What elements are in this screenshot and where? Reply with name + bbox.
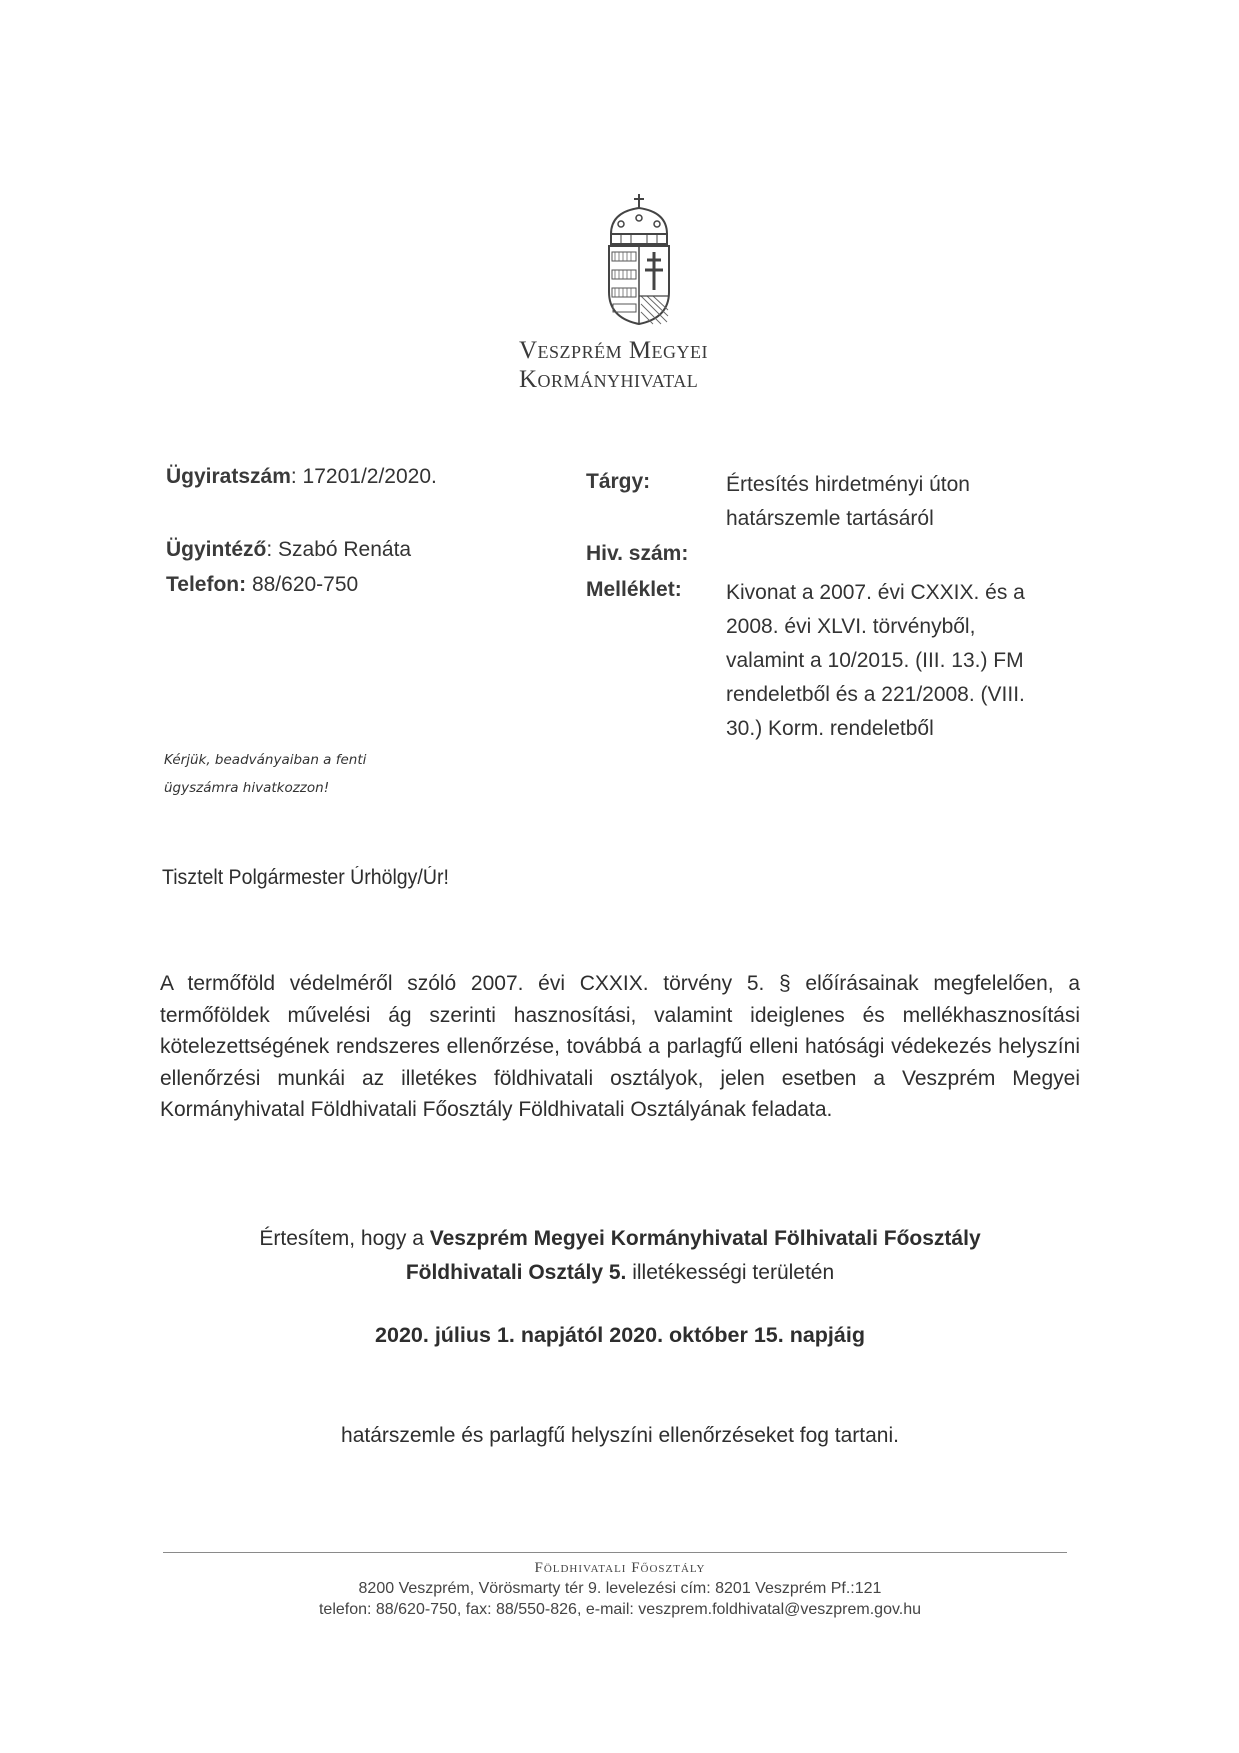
subject-value-line2: határszemle tartásáról bbox=[726, 507, 934, 530]
salutation: Tisztelt Polgármester Úrhölgy/Úr! bbox=[162, 866, 449, 889]
file-number-label: Ügyiratszám bbox=[166, 465, 291, 488]
closing-sentence: határszemle és parlagfű helyszíni ellenőrzéseket fog tartani. bbox=[341, 1424, 899, 1447]
ref-number-label: Hiv. szám: bbox=[586, 542, 689, 565]
phone-value: 88/620-750 bbox=[246, 573, 359, 596]
attachment-label: Melléklet: bbox=[586, 578, 682, 601]
hungarian-coat-of-arms-icon bbox=[601, 192, 677, 326]
file-number-value: : 17201/2/2020. bbox=[290, 465, 437, 488]
phone bbox=[166, 573, 358, 597]
footer-department: Földhivatali Főosztály bbox=[534, 1560, 706, 1576]
notice-suffix: illetékességi területén bbox=[626, 1261, 835, 1284]
reference-note-line1: Kérjük, beadványaiban a fenti bbox=[164, 752, 367, 768]
notice-prefix: Értesítem, hogy a bbox=[259, 1227, 430, 1250]
organization-name-line2: Kormányhivatal bbox=[519, 366, 699, 393]
subject-value bbox=[726, 468, 1106, 536]
attachment-line: valamint a 10/2015. (III. 13.) FM bbox=[726, 649, 1024, 672]
body-paragraph: A termőföld védelméről szóló 2007. évi CXXIX. törvény 5. § előírásainak megfelelően, a termőföldek művelési ág szerinti hasznosítási, valamint ideiglenes és mellékhasznosítási kötelezettségének rendszeres ellenőrzése, továbbá a parlagfű elleni hatósági védekezés helyszíni ellenőrzési munkái az illetékes földhivatali osztályok, jelen esetben a Veszprém Megyei Kormányhivatal Földhivatali Főosztály Földhivatali Osztályának feladata. bbox=[160, 972, 1080, 1121]
attachment-line: 2008. évi XLVI. törvényből, bbox=[726, 615, 976, 638]
inspection-period: 2020. július 1. napjától 2020. október 15. napjáig bbox=[375, 1323, 865, 1347]
reference-note bbox=[164, 746, 366, 802]
subject-label: Tárgy: bbox=[586, 470, 651, 493]
officer-value: : Szabó Renáta bbox=[266, 538, 412, 561]
subject-value-line1: Értesítés hirdetményi úton bbox=[726, 473, 970, 496]
officer-label: Ügyintéző bbox=[166, 538, 267, 561]
attachment-line: rendeletből és a 221/2008. (VIII. bbox=[726, 683, 1025, 706]
reference-note-line2: ügyszámra hivatkozzon! bbox=[164, 780, 330, 796]
file-number bbox=[166, 465, 437, 489]
notice bbox=[160, 1222, 1080, 1290]
notice-department: Földhivatali Osztály 5. bbox=[405, 1261, 627, 1284]
organization-name bbox=[519, 336, 819, 394]
attachment-value bbox=[726, 576, 1106, 746]
notice-office: Veszprém Megyei Kormányhivatal Fölhivatali Főosztály bbox=[429, 1227, 981, 1250]
attachment-line: Kivonat a 2007. évi CXXIX. és a bbox=[726, 581, 1025, 604]
footer-address: 8200 Veszprém, Vörösmarty tér 9. levelezési cím: 8201 Veszprém Pf.:121 bbox=[358, 1580, 882, 1597]
phone-label: Telefon: bbox=[166, 573, 247, 596]
organization-name-line1: Veszprém Megyei bbox=[519, 337, 709, 364]
footer-divider bbox=[163, 1552, 1067, 1553]
footer-contact: telefon: 88/620-750, fax: 88/550-826, e-mail: veszprem.foldhivatal@veszprem.gov.hu bbox=[318, 1601, 922, 1618]
footer bbox=[160, 1558, 1080, 1620]
attachment-line: 30.) Korm. rendeletből bbox=[726, 717, 934, 740]
officer bbox=[166, 538, 411, 562]
